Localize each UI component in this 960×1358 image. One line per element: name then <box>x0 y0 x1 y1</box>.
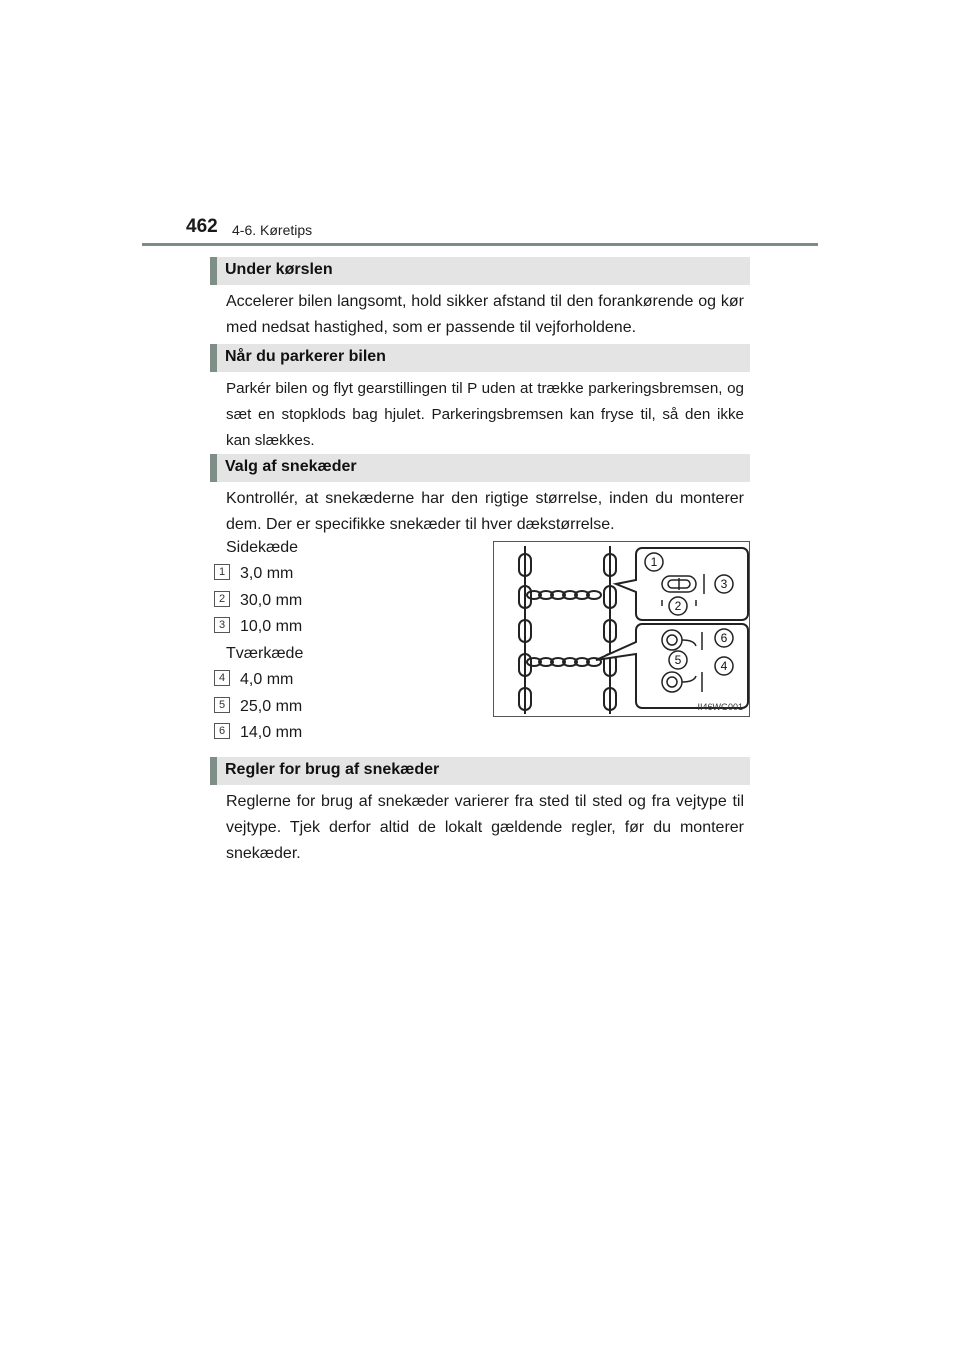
figure-code: II46WG001 <box>697 702 743 712</box>
spec-number: 2 <box>214 591 230 607</box>
header-rule <box>142 243 818 246</box>
chain-drawing <box>494 542 751 718</box>
paragraph-chain-rules: Reglerne for brug af snekæder varierer fra sted til sted og fra vejtype til vejtype. Tjek derfor altid de lokalt gældende regler, før du monterer snekæder. <box>226 793 744 862</box>
spec-row <box>214 616 302 638</box>
spec-row <box>214 669 293 691</box>
cross-chain-label: Tværkæde <box>226 645 304 662</box>
callout-number: 6 <box>720 631 728 645</box>
spec-row <box>214 696 302 718</box>
callout-number: 2 <box>674 599 682 613</box>
spec-value: 30,0 mm <box>240 592 303 609</box>
spec-value: 10,0 mm <box>240 618 303 635</box>
section-heading-text: Under kørslen <box>225 261 333 278</box>
spec-number: 5 <box>214 697 230 713</box>
callout-number: 5 <box>674 653 682 667</box>
spec-value: 14,0 mm <box>240 724 303 741</box>
spec-number: 3 <box>214 617 230 633</box>
paragraph-driving: Accelerer bilen langsomt, hold sikker afstand til den forankørende og kør med nedsat hastighed, som er passende til vejforholdene. <box>226 293 744 336</box>
spec-number: 4 <box>214 670 230 686</box>
spec-value: 3,0 mm <box>240 565 294 582</box>
section-heading-text: Regler for brug af snekæder <box>225 761 440 778</box>
page-number: 462 <box>186 216 218 237</box>
spec-value: 25,0 mm <box>240 698 303 715</box>
side-chain-label: Sidekæde <box>226 539 299 556</box>
paragraph-parking: Parkér bilen og flyt gearstillingen til P uden at trække parkeringsbremsen, og sæt en stopklods bag hjulet. Parkeringsbremsen kan fryse til, så den ikke kan slækkes. <box>226 380 744 449</box>
spec-value: 4,0 mm <box>240 671 294 688</box>
section-heading-text: Valg af snekæder <box>225 458 357 475</box>
callout-number: 1 <box>650 555 658 569</box>
snow-chain-illustration <box>493 541 750 717</box>
section-heading-chain-selection <box>210 454 750 482</box>
section-heading-text: Når du parkerer bilen <box>225 348 386 365</box>
section-heading-driving <box>210 257 750 285</box>
section-heading-parking <box>210 344 750 372</box>
section-heading-chain-rules <box>210 757 750 785</box>
callout-number: 4 <box>720 659 728 673</box>
spec-row <box>214 563 293 585</box>
spec-row <box>214 590 302 612</box>
spec-number: 1 <box>214 564 230 580</box>
chapter-title: 4-6. Køretips <box>232 222 313 238</box>
paragraph-chain-selection: Kontrollér, at snekæderne har den rigtige størrelse, inden du monterer dem. Der er specifikke snekæder til hver dækstørrelse. <box>226 490 744 533</box>
callout-number: 3 <box>720 577 728 591</box>
spec-row <box>214 722 302 744</box>
spec-number: 6 <box>214 723 230 739</box>
